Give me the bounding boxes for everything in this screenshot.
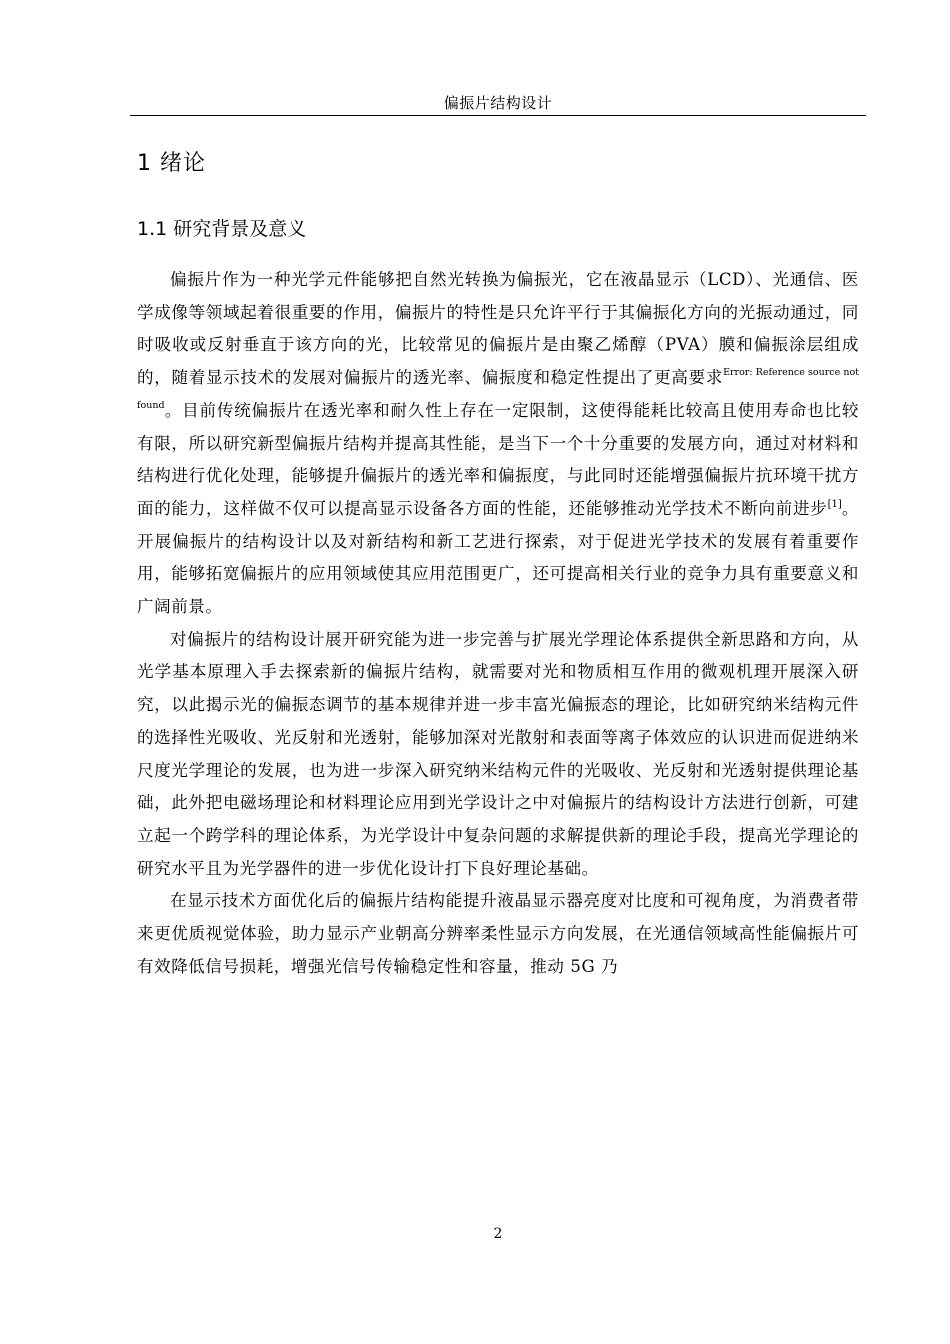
reference-error-note: Error: Reference source not found <box>137 367 860 411</box>
paragraph-1-part-2: 。目前传统偏振片在透光率和耐久性上存在一定限制，这使得能耗比较高且使用寿命也比较有限，所以研究新型偏振片结构并提高其性能，是当下一个十分重要的发展方向，通过对材料和结构进行优化处理，能够提升偏振片的透光率和偏振度，与此同时还能增强偏振片抗环境干扰方面的能力，这样做不仅可以提高显示设备各方面的性能，还能够推动光学技术不断向前进步 <box>137 400 859 518</box>
paragraph-1-part-1: 偏振片作为一种光学元件能够把自然光转换为偏振光，它在液晶显示（LCD）、光通信、医学成像等领域起着很重要的作用，偏振片的特性是只允许平行于其偏振化方向的光振动通过，同时吸收或反射垂直于该方向的光，比较常见的偏振片是由聚乙烯醇（PVA）膜和偏振涂层组成的，随着显示技术的发展对偏振片的透光率、偏振度和稳定性提出了更高要求 <box>137 270 859 388</box>
page-number: 2 <box>493 1226 503 1242</box>
paragraph-3: 在显示技术方面优化后的偏振片结构能提升液晶显示器亮度对比度和可视角度，为消费者带来更优质视觉体验，助力显示产业朝高分辨率柔性显示方向发展，在光通信领域高性能偏振片可有效降低信号损耗，增强光信号传输稳定性和容量，推动 5G 乃 <box>137 891 859 976</box>
running-header: 偏振片结构设计 <box>443 94 553 112</box>
paragraph-2: 对偏振片的结构设计展开研究能为进一步完善与扩展光学理论体系提供全新思路和方向，从光学基本原理入手去探索新的偏振片结构，就需要对光和物质相互作用的微观机理开展深入研究，以此揭示光的偏振态调节的基本规律并进一步丰富光偏振态的理论，比如研究纳米结构元件的选择性光吸收、光反射和光透射，能够加深对光散射和表面等离子体效应的认识进而促进纳米尺度光学理论的发展，也为进一步深入研究纳米结构元件的光吸收、光反射和光透射提供理论基础，此外把电磁场理论和材料理论应用到光学设计之中对偏振片的结构设计方法进行创新，可建立起一个跨学科的理论体系，为光学设计中复杂问题的求解提供新的理论手段，提高光学理论的研究水平且为光学器件的进一步优化设计打下良好理论基础。 <box>137 629 859 878</box>
header-rule <box>130 115 866 116</box>
citation-marker[interactable]: [1] <box>827 498 842 510</box>
paragraph-1 <box>137 264 859 624</box>
chapter-title: 1 绪论 <box>137 151 206 176</box>
body-text <box>137 264 859 983</box>
section-title: 1.1 研究背景及意义 <box>137 218 307 240</box>
paragraph-1-part-3: 。开展偏振片的结构设计以及对新结构和新工艺进行探索，对于促进光学技术的发展有着重要作用，能够拓宽偏振片的应用领域使其应用范围更广，还可提高相关行业的竞争力具有重要意义和广阔前景。 <box>137 498 859 617</box>
